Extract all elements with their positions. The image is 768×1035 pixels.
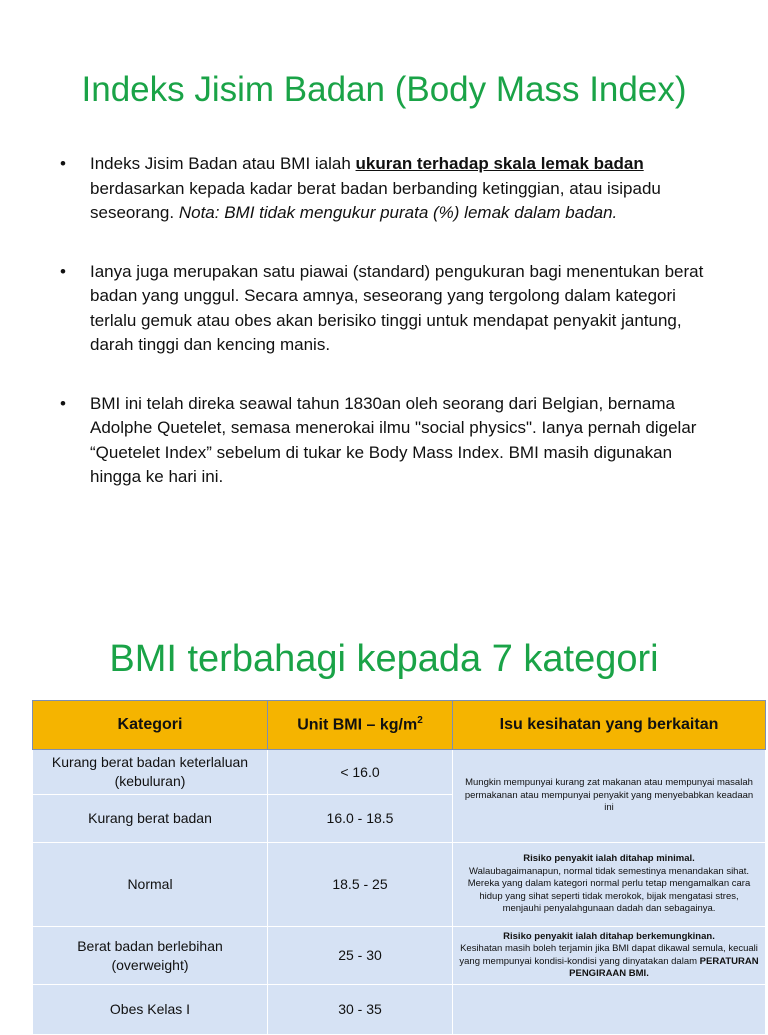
cell-isu-obese	[453, 985, 766, 1035]
cell-kategori: Obes Kelas I	[33, 985, 268, 1035]
cell-unit: 25 - 30	[268, 927, 453, 985]
bmi-category-table	[32, 700, 766, 1035]
header-unit-superscript: 2	[417, 715, 423, 727]
cell-kategori: Normal	[33, 843, 268, 927]
note-over-text: Kesihatan masih boleh terjamin jika BMI dapat dikawal semula, kecuali yang mempunyai kondisi-kondisi yang dinyatakan dalam	[459, 943, 758, 967]
cell-isu-underweight: Mungkin mempunyai kurang zat makanan atau mempunyai masalah permakanan atau mempunyai penyakit yang menyebabkan keadaan ini	[453, 750, 766, 843]
table-row	[33, 750, 766, 795]
table-row	[33, 985, 766, 1035]
cell-unit: < 16.0	[268, 750, 453, 795]
cell-kategori: Kurang berat badan keterlaluan (kebuluran)	[33, 750, 268, 795]
bullet-list	[60, 152, 720, 524]
bullet-item-definition	[60, 152, 720, 226]
note-normal-bold: Risiko penyakit ialah ditahap minimal.	[523, 853, 695, 865]
bullet1-note: Nota: BMI tidak mengukur purata (%) lemak dalam badan.	[178, 203, 618, 222]
note-normal-text: Walaubagaimanapun, normal tidak semestinya menandakan sihat. Mereka yang dalam kategori normal perlu tetap mengamalkan cara hidup yang sihat seperti tidak merokok, bijak mengatasi stres, menjauhi penyalahgunaan dadah dan sebagainya.	[467, 865, 751, 915]
cell-isu-overweight	[453, 927, 766, 985]
header-unit-bmi	[268, 701, 453, 750]
cell-unit: 18.5 - 25	[268, 843, 453, 927]
table-header-row	[33, 701, 766, 750]
bullet2-text: Ianya juga merupakan satu piawai (standard) pengukuran bagi menentukan berat badan yang unggul. Secara amnya, seseorang yang tergolong dalam kategori terlalu gemuk atau obes akan berisiko tinggi untuk mendapat penyakit jantung, darah tinggi dan kencing manis.	[90, 261, 704, 354]
header-isu-kesihatan: Isu kesihatan yang berkaitan	[453, 701, 766, 750]
table-section-title: BMI terbahagi kepada 7 kategori	[109, 638, 659, 680]
bullet1-text: Indeks Jisim Badan atau BMI ialah	[90, 154, 356, 173]
note-over-bold2: PERATURAN PENGIRAAN BMI.	[569, 955, 759, 979]
bullet1-continued: berdasarkan kepada kadar berat badan berbanding ketinggian, atau isipadu seseorang.	[90, 178, 661, 222]
bullet-item-history	[60, 392, 720, 490]
bullet1-highlight: ukuran terhadap skala lemak badan	[355, 154, 644, 173]
cell-kategori: Kurang berat badan	[33, 795, 268, 843]
header-unit-text: Unit BMI – kg/m	[297, 716, 418, 734]
cell-unit: 30 - 35	[268, 985, 453, 1035]
cell-kategori: Berat badan berlebihan (overweight)	[33, 927, 268, 985]
cell-isu-normal	[453, 843, 766, 927]
cell-unit: 16.0 - 18.5	[268, 795, 453, 843]
note-over-bold: Risiko penyakit ialah ditahap berkemungkinan.	[503, 930, 715, 942]
bullet3-text: BMI ini telah direka seawal tahun 1830an oleh seorang dari Belgian, bernama Adolphe Quetelet, semasa menerokai ilmu "social physics". Ianya pernah digelar “Quetelet Index” sebelum di tukar ke Body Mass Index. BMI masih digunakan hingga ke hari ini.	[90, 393, 697, 486]
table-row	[33, 843, 766, 927]
bullet-item-standard	[60, 260, 720, 358]
header-kategori: Kategori	[33, 701, 268, 750]
slide-title: Indeks Jisim Badan (Body Mass Index)	[81, 70, 687, 109]
table-row	[33, 927, 766, 985]
